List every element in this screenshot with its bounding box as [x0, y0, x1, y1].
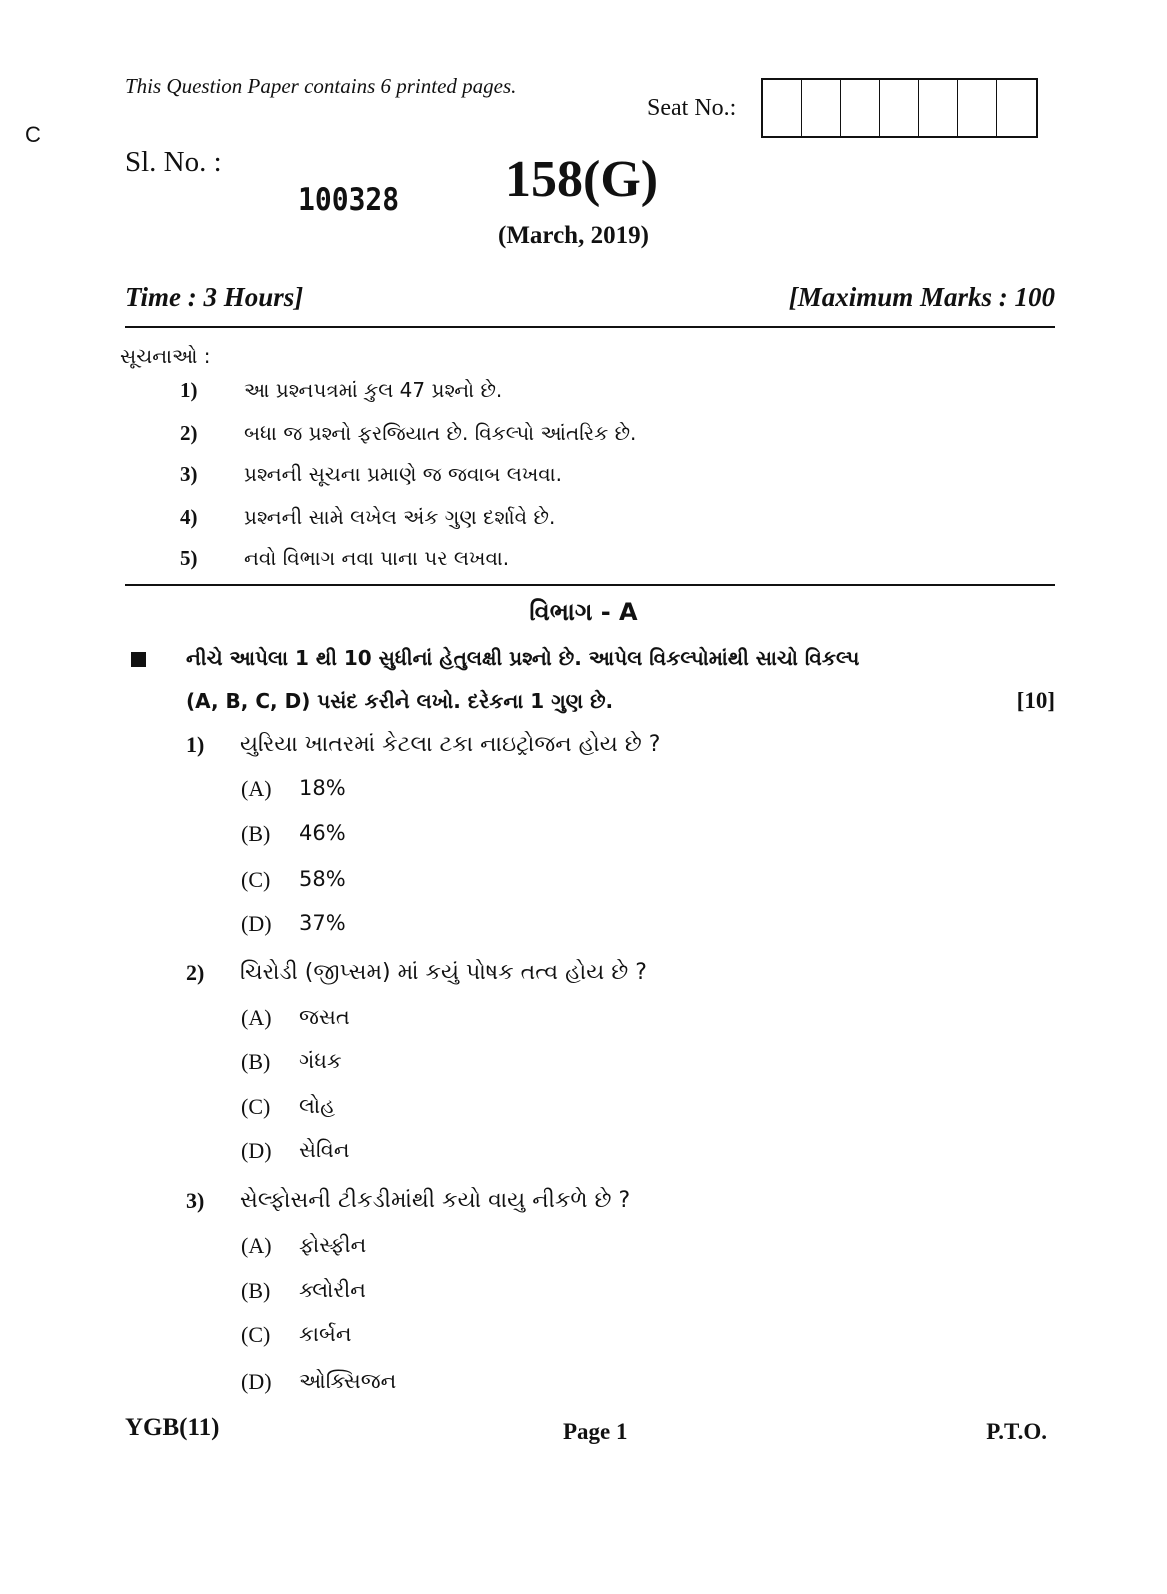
option — [241, 1369, 396, 1395]
page-count-note: This Question Paper contains 6 printed pages. — [125, 74, 517, 98]
margin-mark: C — [25, 122, 41, 147]
question-text: સેલ્ફોસની ટીકડીમાંથી કયો વાયુ નીકળે છે ? — [240, 1188, 631, 1213]
serial-number-label: Sl. No. : — [125, 146, 222, 178]
paper-code: 158(G) — [505, 151, 659, 208]
seat-digit-box[interactable] — [958, 80, 997, 136]
option-label: (C) — [241, 1094, 271, 1119]
option-text: જસત — [299, 1005, 350, 1029]
question-number: 1) — [186, 732, 205, 757]
instruction-item — [180, 546, 509, 571]
option-label: (C) — [241, 867, 271, 892]
time-allowed: Time : 3 Hours] — [125, 282, 304, 312]
seat-digit-box[interactable] — [919, 80, 958, 136]
option — [241, 1278, 366, 1304]
section-title: વિભાગ - A — [529, 598, 638, 626]
option-text: ગંધક — [299, 1049, 342, 1073]
seat-number-boxes[interactable] — [761, 78, 1038, 138]
question — [186, 732, 660, 758]
option — [241, 911, 346, 937]
option-label: (A) — [241, 776, 272, 801]
option-text: લોહ — [299, 1094, 336, 1118]
section-directions-line2: (A, B, C, D) પસંદ કરીને લખો. દરેકના 1 ગુણ છે. — [186, 689, 614, 713]
question — [186, 960, 647, 986]
option — [241, 1005, 350, 1031]
option — [241, 867, 346, 893]
footer-pto: P.T.O. — [986, 1419, 1047, 1444]
question-text: યુરિયા ખાતરમાં કેટલા ટકા નાઇટ્રોજન હોય છે ? — [240, 732, 661, 757]
option — [241, 1233, 366, 1259]
instruction-number: 1) — [180, 378, 198, 402]
square-bullet-icon — [131, 652, 146, 667]
option-label: (B) — [241, 1278, 271, 1303]
option — [241, 821, 346, 847]
instruction-text: પ્રશ્નની સામે લખેલ અંક ગુણ દર્શાવે છે. — [244, 505, 556, 529]
seat-digit-box[interactable] — [763, 80, 802, 136]
option-label: (D) — [241, 911, 272, 936]
question-text: ચિરોડી (જીપ્સમ) માં કયું પોષક તત્વ હોય છે ? — [240, 960, 647, 985]
option-text: 37% — [299, 911, 346, 935]
question-number: 2) — [186, 960, 205, 985]
option — [241, 1138, 349, 1164]
header-divider — [125, 326, 1055, 328]
instructions-heading: સૂચનાઓ : — [120, 344, 211, 368]
option-label: (A) — [241, 1233, 272, 1258]
instruction-number: 5) — [180, 546, 198, 570]
section-marks: [10] — [1016, 688, 1055, 713]
option-label: (B) — [241, 1049, 271, 1074]
maximum-marks: [Maximum Marks : 100 — [788, 282, 1055, 312]
option-text: કાર્બન — [299, 1322, 352, 1346]
serial-number: 100328 — [298, 181, 400, 218]
seat-digit-box[interactable] — [802, 80, 841, 136]
instruction-text: આ પ્રશ્નપત્રમાં કુલ 47 પ્રશ્નો છે. — [244, 378, 503, 402]
section-directions-line1: નીચે આપેલા 1 થી 10 સુધીનાં હેતુલક્ષી પ્રશ્નો છે. આપેલ વિકલ્પોમાંથી સાચો વિકલ્પ — [186, 646, 860, 670]
option — [241, 1094, 335, 1120]
instruction-number: 4) — [180, 505, 198, 529]
option-text: 18% — [299, 776, 346, 800]
instruction-item — [180, 505, 555, 530]
option-label: (D) — [241, 1369, 272, 1394]
instruction-text: નવો વિભાગ નવા પાના પર લખવા. — [244, 546, 510, 570]
question-number: 3) — [186, 1188, 205, 1213]
instruction-number: 3) — [180, 462, 198, 486]
seat-digit-box[interactable] — [880, 80, 919, 136]
option-text: ફોસ્ફીન — [299, 1233, 367, 1257]
option-text: સેવિન — [299, 1138, 350, 1162]
option-text: ક્લોરીન — [299, 1278, 366, 1302]
option-text: ઓક્સિજન — [299, 1369, 397, 1393]
instruction-text: પ્રશ્નની સૂચના પ્રમાણે જ જવાબ લખવા. — [244, 462, 563, 486]
seat-digit-box[interactable] — [841, 80, 880, 136]
option — [241, 776, 346, 802]
option — [241, 1322, 351, 1348]
footer-paper-code: YGB(11) — [125, 1414, 220, 1441]
section-divider — [125, 584, 1055, 586]
option-label: (B) — [241, 821, 271, 846]
instruction-item — [180, 378, 502, 403]
footer-page-number: Page 1 — [563, 1419, 628, 1444]
instruction-item — [180, 421, 636, 446]
exam-date: (March, 2019) — [498, 222, 649, 249]
instruction-text: બધા જ પ્રશ્નો ફરજિયાત છે. વિકલ્પો આંતરિક છે. — [244, 421, 637, 445]
option-text: 46% — [299, 821, 346, 845]
instruction-item — [180, 462, 562, 487]
seat-digit-box[interactable] — [997, 80, 1036, 136]
option-label: (A) — [241, 1005, 272, 1030]
option — [241, 1049, 342, 1075]
question — [186, 1188, 630, 1214]
option-text: 58% — [299, 867, 346, 891]
option-label: (D) — [241, 1138, 272, 1163]
seat-number-label: Seat No.: — [647, 95, 737, 121]
instruction-number: 2) — [180, 421, 198, 445]
option-label: (C) — [241, 1322, 271, 1347]
